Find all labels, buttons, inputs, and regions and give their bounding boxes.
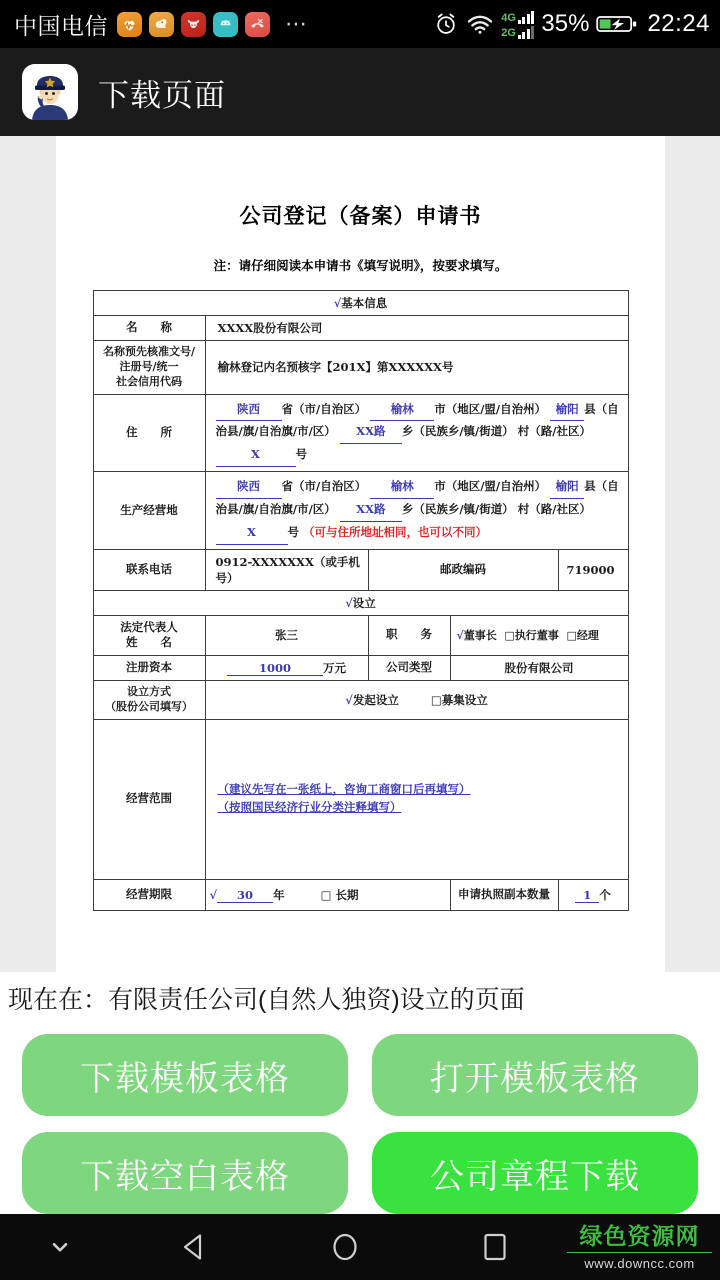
table-row	[93, 316, 628, 341]
address-province-field[interactable]: 陕西	[216, 399, 282, 422]
biz-town-suffix: 乡（民族乡/镇/街道）	[401, 501, 514, 516]
biz-province-field[interactable]: 陕西	[216, 476, 282, 499]
phone-value: 0912-XXXXXXX（或手机号）	[205, 549, 368, 590]
position-opt2-checkbox[interactable]: □	[504, 629, 515, 643]
sim2-network-label: 2G	[501, 26, 516, 39]
term-tick-icon[interactable]: √	[209, 887, 218, 902]
biz-number-suffix: 号	[287, 524, 299, 539]
capital-value-cell	[205, 655, 368, 680]
phone-label: 联系电话	[93, 549, 205, 590]
legal-rep-value: 张三	[205, 615, 368, 655]
address-town-field[interactable]: XX路	[340, 421, 402, 444]
business-address-value	[205, 472, 628, 550]
table-row	[93, 549, 628, 590]
biz-city-field[interactable]: 榆林	[370, 476, 434, 499]
address-village-prefix: 村（路/社区）	[517, 424, 591, 439]
position-label: 职 务	[368, 615, 450, 655]
biz-county-suffix: 县（自治县/旗/自治旗/市/区）	[215, 479, 619, 516]
biz-town-field[interactable]: XX路	[340, 499, 402, 522]
company-type-value: 股份有限公司	[450, 655, 628, 680]
document-viewer[interactable]	[0, 136, 720, 972]
table-row	[93, 879, 628, 910]
bull-icon	[181, 12, 206, 37]
biz-county-field[interactable]: 榆阳	[550, 476, 584, 499]
legal-rep-label-line2: 姓 名	[126, 635, 172, 650]
alarm-clock-icon	[433, 11, 459, 37]
application-form-table	[93, 290, 629, 911]
missed-call-icon	[245, 12, 270, 37]
address-value	[205, 394, 628, 472]
dual-sim-signal	[501, 10, 534, 39]
document-note-text: 请仔细阅读本申请书《填写说明》，按要求填写。	[238, 258, 508, 273]
table-row	[93, 394, 628, 472]
overflow-dots-icon: ⋯	[285, 11, 309, 36]
watermark-site-url: www.downcc.com	[584, 1256, 695, 1271]
term-longterm-checkbox[interactable]: □	[320, 887, 332, 902]
download-template-button[interactable]: 下载模板表格	[22, 1034, 348, 1116]
table-row	[93, 590, 628, 615]
term-longterm-label: 长期	[335, 887, 359, 902]
term-value-cell	[205, 879, 450, 910]
current-page-status: 现在在：有限责任公司(自然人独资)设立的页面	[0, 972, 720, 1024]
license-count-label: 申请执照副本数量	[450, 879, 558, 910]
chevron-down-icon[interactable]	[0, 1234, 120, 1260]
address-city-suffix: 市（地区/盟/自治州）	[434, 401, 547, 416]
name-value: XXXX股份有限公司	[205, 316, 628, 341]
scope-label: 经营范围	[93, 719, 205, 879]
table-row	[93, 472, 628, 550]
scope-hint-line2: （按照国民经济行业分类注释填写）	[217, 800, 402, 815]
notification-icon-tray	[117, 12, 309, 37]
download-articles-button[interactable]: 公司章程下载	[372, 1132, 698, 1214]
address-town-suffix: 乡（民族乡/镇/街道）	[401, 424, 514, 439]
open-template-button[interactable]: 打开模板表格	[372, 1034, 698, 1116]
license-count-unit: 个	[599, 887, 611, 902]
capital-field[interactable]: 1000	[227, 661, 323, 676]
squirrel-icon	[149, 12, 174, 37]
address-number-field[interactable]: X	[216, 444, 296, 467]
section-tick-icon: √	[333, 296, 342, 310]
table-row	[93, 291, 628, 316]
wifi-icon	[466, 12, 494, 36]
address-number-suffix: 号	[295, 447, 307, 462]
address-label: 住 所	[93, 394, 205, 472]
sim1-network-label: 4G	[501, 11, 516, 24]
watermark-site-name: 绿色资源网	[567, 1218, 712, 1253]
approval-label-line3: 社会信用代码	[116, 374, 182, 388]
table-row	[93, 680, 628, 719]
document-note	[56, 256, 665, 274]
table-row	[93, 719, 628, 879]
section-header-basic	[93, 291, 628, 316]
status-bar-right	[433, 10, 710, 39]
document-page	[56, 136, 665, 972]
address-county-suffix: 县（自治县/旗/自治旗/市/区）	[215, 401, 619, 439]
setup-opt2-label: 募集设立	[441, 692, 488, 707]
postcode-value: 719000	[558, 549, 628, 590]
setup-opt1-tick-icon[interactable]: √	[345, 692, 353, 707]
table-row	[93, 655, 628, 680]
section-basic-label: 基本信息	[341, 296, 388, 310]
setup-method-label-line2: （股份公司填写）	[105, 699, 193, 713]
table-row	[93, 615, 628, 655]
battery-charging-icon	[596, 12, 638, 36]
section-setup-label: 设立	[352, 595, 376, 610]
document-note-prefix: 注：	[213, 258, 239, 273]
position-opt3-label: 经理	[576, 629, 599, 643]
carrier-label: 中国电信	[14, 12, 108, 39]
term-years-field[interactable]: 30	[217, 888, 273, 903]
setup-tick-icon: √	[345, 595, 353, 610]
page-title: 下载页面	[98, 77, 226, 113]
approval-label-line2: 注册号/统一	[119, 359, 179, 373]
setup-opt2-checkbox[interactable]: □	[430, 692, 442, 707]
health-heart-icon	[117, 12, 142, 37]
sim2-signal	[501, 25, 534, 39]
setup-method-label-line1: 设立方式	[127, 684, 171, 698]
capital-unit: 万元	[323, 660, 346, 675]
table-row	[93, 341, 628, 395]
biz-village-prefix: 村（路/社区）	[517, 501, 591, 516]
term-label: 经营期限	[93, 879, 205, 910]
system-navigation-bar	[0, 1214, 720, 1280]
clock-label: 22:24	[647, 10, 710, 37]
approval-number-label	[93, 341, 205, 395]
action-button-grid	[0, 1030, 720, 1214]
name-label: 名 称	[93, 316, 205, 341]
business-address-note: （可与住所地址相同，也可以不同）	[303, 524, 488, 539]
setup-method-options	[205, 680, 628, 719]
home-circle-icon[interactable]	[270, 1230, 420, 1264]
setup-method-label	[93, 680, 205, 719]
document-title: 公司登记（备案）申请书	[239, 203, 482, 228]
legal-rep-label	[93, 615, 205, 655]
legal-rep-label-line1: 法定代表人	[120, 619, 178, 634]
battery-percent-label: 35%	[541, 10, 590, 37]
position-opt1-label: 董事长	[463, 629, 497, 643]
download-blank-button[interactable]: 下载空白表格	[22, 1132, 348, 1214]
capital-label: 注册资本	[93, 655, 205, 680]
biz-province-suffix: 省（市/自治区）	[281, 479, 367, 494]
license-count-cell	[558, 879, 628, 910]
biz-city-suffix: 市（地区/盟/自治州）	[434, 479, 547, 494]
approval-label-line1: 名称预先核准文号/	[102, 345, 196, 358]
section-header-setup	[93, 590, 628, 615]
position-opt3-checkbox[interactable]: □	[566, 629, 577, 643]
app-bar	[0, 48, 720, 136]
scope-value	[205, 719, 628, 879]
biz-number-field[interactable]: X	[216, 522, 288, 545]
address-city-field[interactable]: 榆林	[370, 399, 434, 422]
address-county-field[interactable]: 榆阳	[550, 399, 584, 422]
postcode-label: 邮政编码	[368, 549, 558, 590]
license-count-field[interactable]: 1	[575, 888, 599, 903]
android-icon	[213, 12, 238, 37]
business-address-label: 生产经营地	[93, 472, 205, 550]
approval-number-value: 榆林登记内名预核字【201X】第XXXXXX号	[205, 341, 628, 395]
back-triangle-icon[interactable]	[120, 1230, 270, 1264]
position-opt1-tick-icon[interactable]: √	[456, 629, 464, 643]
scope-hint-line1: （建议先写在一张纸上，咨询工商窗口后再填写）	[217, 782, 471, 797]
position-opt2-label: 执行董事	[514, 629, 559, 643]
setup-opt1-label: 发起设立	[352, 692, 399, 707]
company-type-label: 公司类型	[368, 655, 450, 680]
address-province-suffix: 省（市/自治区）	[281, 401, 367, 416]
police-officer-icon	[22, 64, 78, 120]
position-options	[450, 615, 628, 655]
term-unit: 年	[273, 887, 285, 902]
recents-square-icon[interactable]	[420, 1230, 570, 1264]
status-bar	[0, 0, 720, 48]
sim1-signal	[501, 10, 534, 24]
